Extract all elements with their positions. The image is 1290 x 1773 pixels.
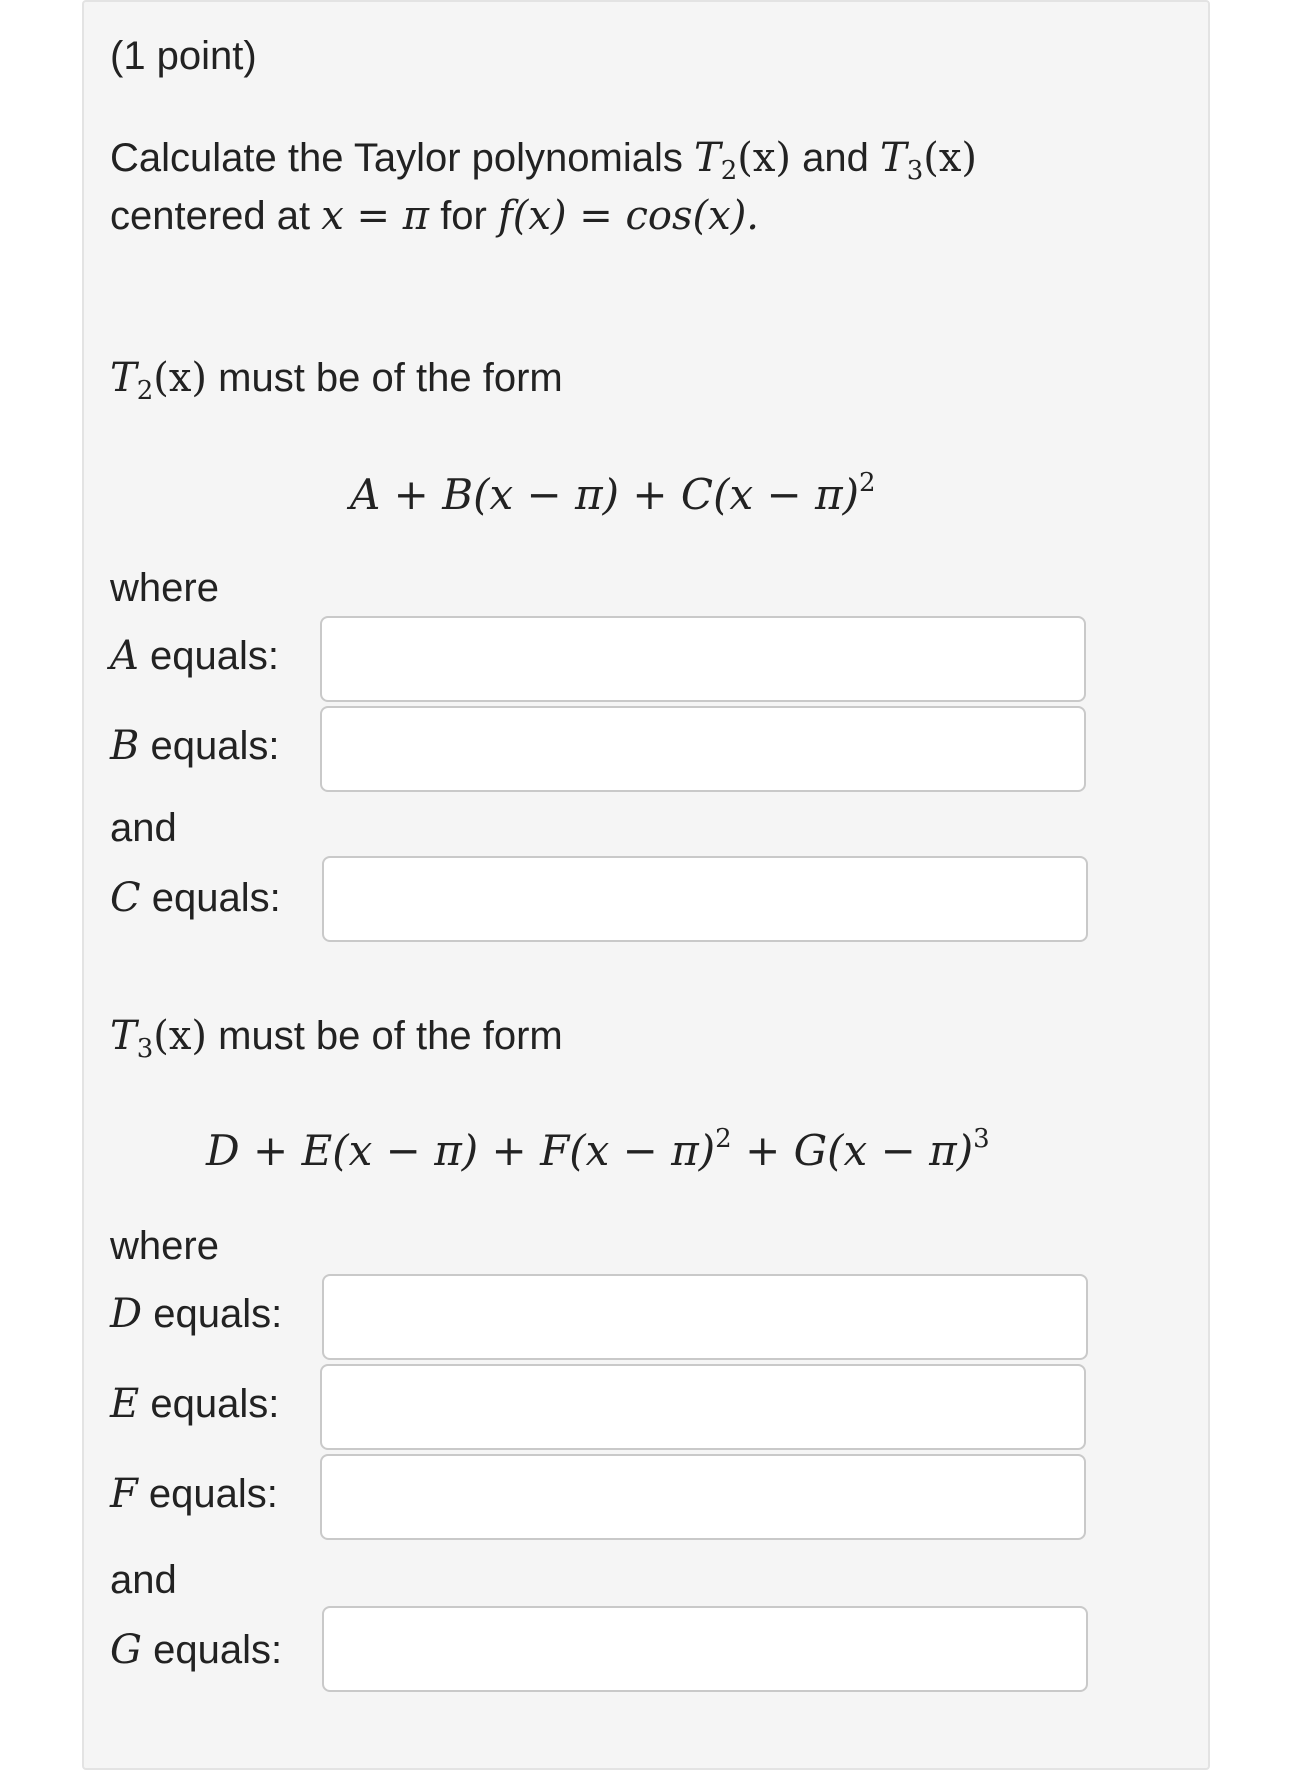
t2-and-label: and [110,806,177,850]
for-word: for [440,194,487,238]
t3-symbol: $T_3(x)$ [880,135,978,186]
answer-input-g[interactable] [322,1606,1088,1692]
field-label-a: A equals: [110,633,279,679]
t2-symbol: $T_2(x)$ [694,135,792,186]
points-label: (1 point) [110,34,257,78]
t2-formula: $A + B(x - \pi) + C(x - \pi)^2$ [350,468,876,519]
t3-and-label: and [110,1558,177,1602]
t2-form-heading [110,354,563,415]
field-label-g: G equals: [110,1627,283,1673]
answer-input-e[interactable] [320,1364,1086,1450]
t2-heading-symbol: $T_2(x)$ [110,355,208,406]
answer-input-f[interactable] [320,1454,1086,1540]
field-label-b: B equals: [110,723,280,769]
function-definition: f(x) = cos(x). [498,193,760,239]
answer-input-d[interactable] [322,1274,1088,1360]
t3-formula: $D + E(x - \pi) + F(x - \pi)^2 + G(x - \pi)^3$ [206,1124,990,1175]
t3-heading-symbol: $T_3(x)$ [110,1013,208,1064]
answer-input-b[interactable] [320,706,1086,792]
problem-statement-line-1 [110,134,977,195]
t3-where-label: where [110,1224,219,1268]
and-word: and [802,136,869,180]
field-label-f: F equals: [110,1471,278,1517]
answer-input-c[interactable] [322,856,1088,942]
t2-where-label: where [110,566,219,610]
field-label-c: C equals: [110,875,281,921]
intro-text: Calculate the Taylor polynomials [110,136,683,180]
t3-form-heading [110,1012,563,1073]
field-label-d: D equals: [110,1291,283,1337]
center-expression: x = π [321,193,430,239]
t3-form-text: must be of the form [218,1014,563,1058]
answer-input-a[interactable] [320,616,1086,702]
t2-form-text: must be of the form [218,356,563,400]
field-label-e: E equals: [110,1381,280,1427]
problem-statement-line-2 [110,192,759,240]
centered-text: centered at [110,194,311,238]
